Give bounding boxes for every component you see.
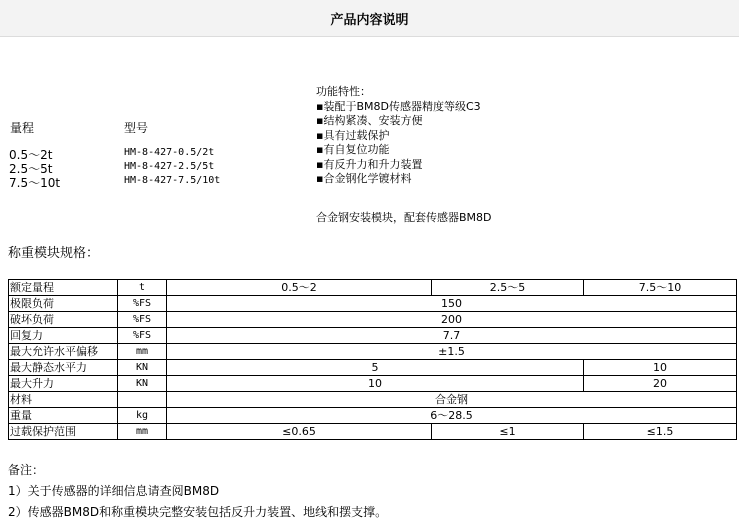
- notes: [8, 460, 387, 523]
- row-name: 过载保护范围: [9, 424, 118, 440]
- spec-title: 称重模块规格：: [8, 246, 100, 261]
- table-row: [9, 360, 737, 376]
- feature-item: ▪合金钢化学镀材料: [316, 172, 412, 185]
- model-range-2: 2.5～5t: [9, 162, 53, 176]
- row-value: 7.7: [167, 328, 737, 344]
- row-unit: mm: [118, 344, 167, 360]
- row-name: 重量: [9, 408, 118, 424]
- row-unit: KN: [118, 360, 167, 376]
- row-value: ±1.5: [167, 344, 737, 360]
- row-value: 10: [584, 360, 737, 376]
- notes-title: 备注：: [8, 463, 45, 477]
- features-list: [316, 85, 481, 187]
- row-name: 额定量程: [9, 280, 118, 296]
- row-value: 200: [167, 312, 737, 328]
- feature-item: ▪有自复位功能: [316, 143, 390, 156]
- row-unit: %FS: [118, 328, 167, 344]
- row-value: 0.5～2: [167, 280, 432, 296]
- row-value: 150: [167, 296, 737, 312]
- model-range-1: 0.5～2t: [9, 148, 53, 162]
- table-row: [9, 296, 737, 312]
- row-value: ≤0.65: [167, 424, 432, 440]
- row-value: ≤1.5: [584, 424, 737, 440]
- note-item: 1）关于传感器的详细信息请查阅BM8D: [8, 484, 220, 498]
- row-name: 最大允许水平偏移: [9, 344, 118, 360]
- model-number-2: HM-8-427-2.5/5t: [124, 161, 215, 172]
- table-row: [9, 280, 737, 296]
- feature-item: ▪具有过载保护: [316, 128, 390, 142]
- row-unit: mm: [118, 424, 167, 440]
- spec-table: [8, 279, 737, 440]
- table-row: [9, 392, 737, 408]
- row-unit: %FS: [118, 296, 167, 312]
- row-value: 合金钢: [167, 392, 737, 408]
- note-item: 2）传感器BM8D和称重模块完整安装包括反升力装置、地线和摆支撑。: [8, 505, 388, 519]
- feature-item: ▪结构紧凑、安装方便: [316, 114, 423, 127]
- model-number-1: HM-8-427-0.5/2t: [124, 147, 215, 158]
- row-unit: KN: [118, 376, 167, 392]
- model-range-3: 7.5～10t: [9, 176, 61, 190]
- row-value: 5: [167, 360, 584, 376]
- features-title: 功能特性：: [316, 85, 371, 98]
- row-name: 材料: [9, 392, 118, 408]
- row-name: 破坏负荷: [9, 312, 118, 328]
- row-unit: [118, 392, 167, 408]
- model-number-3: HM-8-427-7.5/10t: [124, 175, 221, 186]
- row-value: 10: [167, 376, 584, 392]
- table-row: [9, 408, 737, 424]
- header-band: [0, 0, 739, 37]
- model-header: 型号: [124, 121, 149, 135]
- row-name: 回复力: [9, 328, 118, 344]
- row-unit: kg: [118, 408, 167, 424]
- table-row: [9, 424, 737, 440]
- feature-item: ▪装配于BM8D传感器精度等级C3: [316, 99, 481, 113]
- range-header: 量程: [10, 121, 35, 135]
- row-unit: %FS: [118, 312, 167, 328]
- module-caption: 合金钢安装模块，配套传感器BM8D: [316, 211, 492, 224]
- row-value: 7.5～10: [584, 280, 737, 296]
- table-row: [9, 312, 737, 328]
- table-row: [9, 376, 737, 392]
- page-title: 产品内容说明: [330, 13, 409, 28]
- row-value: 6～28.5: [167, 408, 737, 424]
- row-value: 20: [584, 376, 737, 392]
- row-name: 最大静态水平力: [9, 360, 118, 376]
- row-name: 最大升力: [9, 376, 118, 392]
- table-row: [9, 328, 737, 344]
- row-value: ≤1: [432, 424, 584, 440]
- feature-item: ▪有反升力和升力装置: [316, 157, 423, 171]
- row-unit: t: [118, 280, 167, 296]
- row-name: 极限负荷: [9, 296, 118, 312]
- row-value: 2.5～5: [432, 280, 584, 296]
- table-row: [9, 344, 737, 360]
